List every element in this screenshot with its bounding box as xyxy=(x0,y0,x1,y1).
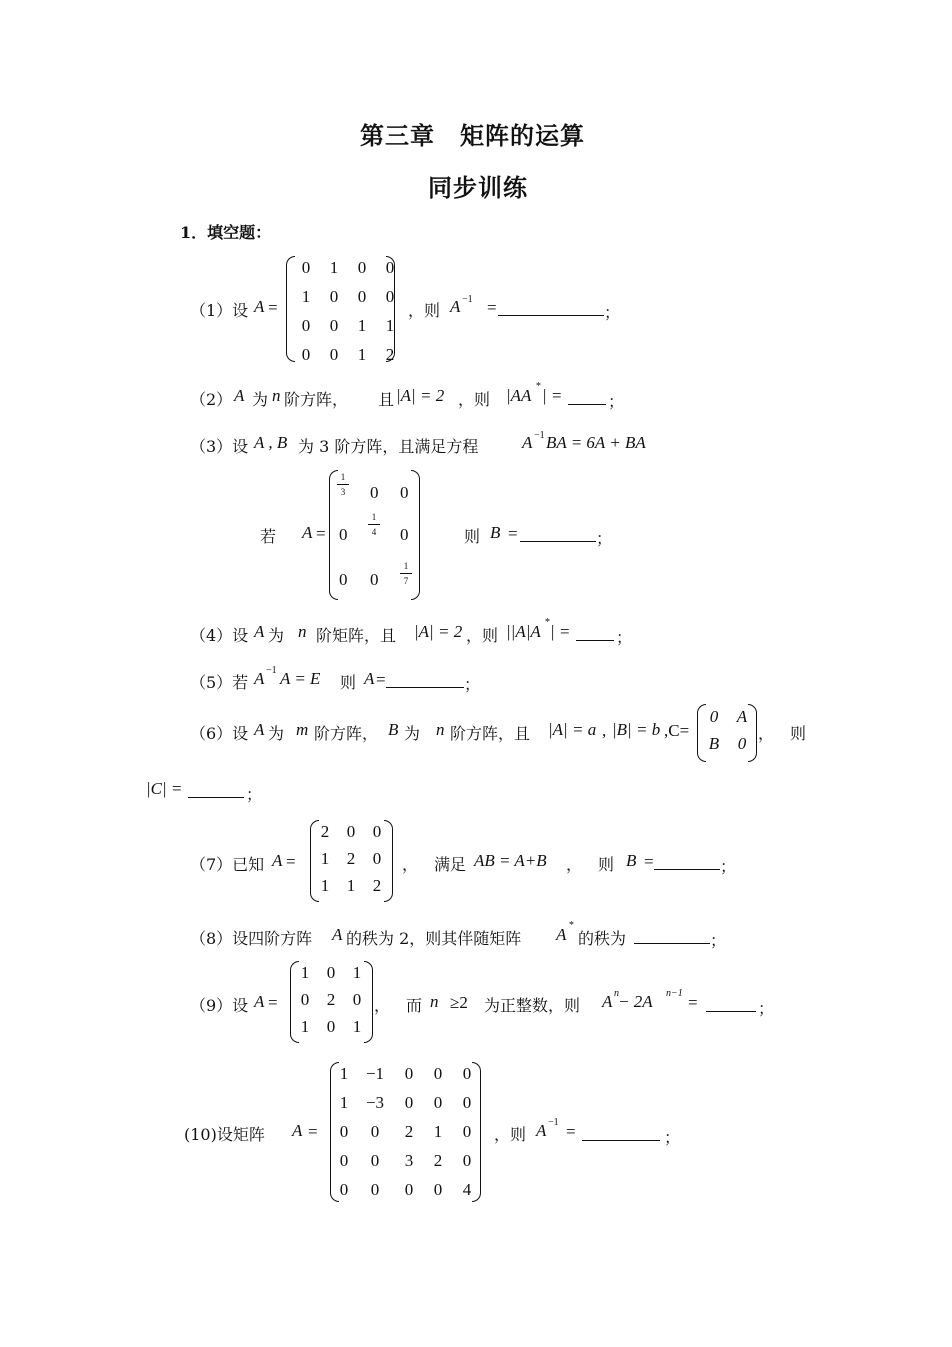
matrix-right-paren xyxy=(748,704,757,762)
matrix-entry: 1 xyxy=(339,1093,349,1112)
matrix-entry: 2 xyxy=(320,822,330,841)
matrix-entry: 0 xyxy=(370,1180,380,1199)
matrix-entry: 0 xyxy=(329,316,339,335)
matrix-entry: 0 xyxy=(404,1064,414,1083)
matrix-entry: 0 xyxy=(385,287,395,306)
answer-blank[interactable] xyxy=(576,626,614,641)
matrix-entry: 1 xyxy=(339,1064,349,1083)
matrix-entry: 4 xyxy=(462,1180,472,1199)
fraction-one-fourth: 1 4 xyxy=(368,512,380,537)
answer-blank[interactable] xyxy=(188,783,244,798)
question-type-heading: 1．填空题： xyxy=(180,223,272,242)
matrix-entry: 0 xyxy=(357,258,367,277)
matrix-entry: 2 xyxy=(372,876,382,895)
matrix-entry: 0 xyxy=(404,1180,414,1199)
matrix-entry: 0 xyxy=(301,258,311,277)
matrix-entry: 1 xyxy=(320,876,330,895)
matrix-entry: 0 xyxy=(404,1093,414,1112)
matrix-entry: 2 xyxy=(404,1122,414,1141)
matrix-right-paren xyxy=(364,961,373,1043)
matrix-entry: 0 xyxy=(370,1122,380,1141)
matrix-entry: 0 xyxy=(300,990,310,1009)
matrix-entry: 0 xyxy=(462,1093,472,1112)
matrix-entry: 1 xyxy=(301,287,311,306)
matrix-right-paren xyxy=(472,1062,481,1202)
matrix-entry: 1 xyxy=(357,316,367,335)
matrix-entry: 0 xyxy=(433,1093,443,1112)
matrix-right-paren xyxy=(411,470,420,600)
matrix-a7 xyxy=(312,821,390,896)
matrix-entry: 0 xyxy=(326,963,336,982)
matrix-entry: 0 xyxy=(301,316,311,335)
matrix-entry: 0 xyxy=(326,1017,336,1036)
matrix-entry: 0 xyxy=(339,1151,349,1170)
matrix-entry: 0 xyxy=(352,990,362,1009)
answer-blank[interactable] xyxy=(706,997,756,1012)
matrix-entry: 0 xyxy=(433,1180,443,1199)
matrix-entry: 0 xyxy=(339,1180,349,1199)
matrix-entry: 0 xyxy=(462,1064,472,1083)
matrix-entry: 2 xyxy=(326,990,336,1009)
answer-blank[interactable] xyxy=(386,673,464,688)
matrix-entry: 0 xyxy=(737,734,747,753)
chapter-title: 第三章 矩阵的运算 xyxy=(360,122,585,150)
matrix-entry: 0 xyxy=(372,822,382,841)
matrix-entry: 0 xyxy=(329,345,339,364)
matrix-entry: 0 xyxy=(346,822,356,841)
fraction-one-third: 1 3 xyxy=(337,472,349,497)
matrix-entry: 0 xyxy=(385,258,395,277)
matrix-entry: −3 xyxy=(365,1093,385,1112)
matrix-entry: 0 xyxy=(339,1122,349,1141)
matrix-entry: 0 xyxy=(370,1151,380,1170)
matrix-entry: 0 xyxy=(709,707,719,726)
fraction-one-seventh: 1 7 xyxy=(400,561,412,586)
matrix-entry: −1 xyxy=(365,1064,385,1083)
matrix-entry: 0 xyxy=(372,849,382,868)
answer-blank[interactable] xyxy=(568,390,606,405)
matrix-entry: 1 xyxy=(329,258,339,277)
matrix-entry: 1 xyxy=(346,876,356,895)
matrix-entry: 1 xyxy=(352,1017,362,1036)
matrix-entry: 1 xyxy=(300,963,310,982)
matrix-entry: 1 xyxy=(433,1122,443,1141)
matrix-entry: 0 xyxy=(357,287,367,306)
section-subtitle: 同步训练 xyxy=(428,174,528,202)
matrix-a10 xyxy=(332,1063,482,1200)
matrix-entry: 0 xyxy=(462,1151,472,1170)
matrix-entry: 1 xyxy=(320,849,330,868)
matrix-entry: 2 xyxy=(433,1151,443,1170)
answer-blank[interactable] xyxy=(654,855,720,870)
matrix-entry: A xyxy=(736,707,748,726)
matrix-entry: B xyxy=(708,734,720,753)
matrix-entry: 0 xyxy=(329,287,339,306)
answer-blank[interactable] xyxy=(498,301,604,316)
answer-blank[interactable] xyxy=(582,1126,660,1141)
matrix-entry: 3 xyxy=(404,1151,414,1170)
matrix-right-paren xyxy=(384,820,393,902)
matrix-entry: 0 xyxy=(433,1064,443,1083)
matrix-a9 xyxy=(292,962,370,1037)
matrix-entry: 1 xyxy=(352,963,362,982)
answer-blank[interactable] xyxy=(634,929,710,944)
matrix-entry: 1 xyxy=(300,1017,310,1036)
matrix-entry: 1 xyxy=(357,345,367,364)
matrix-right-paren xyxy=(386,256,395,362)
matrix-entry: 0 xyxy=(462,1122,472,1141)
answer-blank[interactable] xyxy=(520,527,596,542)
matrix-entry: 1 xyxy=(385,316,395,335)
matrix-entry: 2 xyxy=(385,345,395,364)
matrix-entry: 0 xyxy=(301,345,311,364)
matrix-entry: 2 xyxy=(346,849,356,868)
